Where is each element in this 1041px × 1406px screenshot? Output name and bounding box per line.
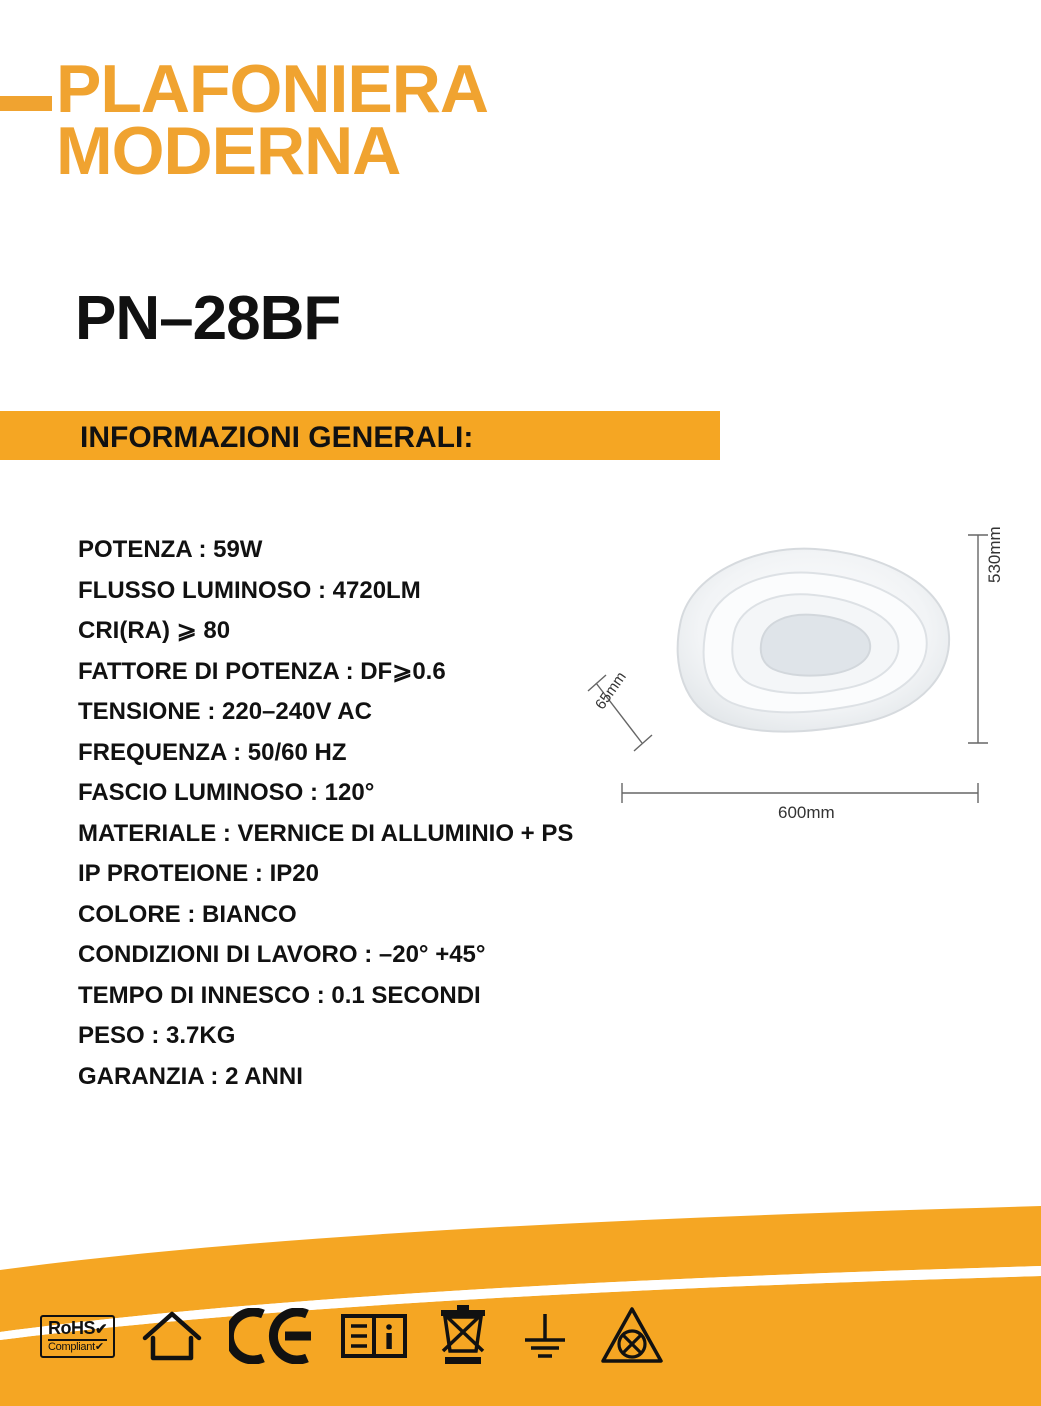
spec-row: FATTORE DI POTENZA : DF⩾0.6 <box>78 657 446 685</box>
spec-row: PESO : 3.7KG <box>78 1022 236 1049</box>
spec-row: COLORE : BIANCO <box>78 900 297 928</box>
spec-row: POTENZA : 59W <box>78 536 263 563</box>
dimension-height-label: 530mm <box>985 526 1004 583</box>
rohs-check-icon-2: ✔ <box>94 1340 104 1353</box>
spec-row: TENSIONE : 220–240V AC <box>78 698 372 725</box>
ce-mark-icon <box>229 1308 313 1364</box>
earth-ground-icon <box>517 1308 573 1364</box>
product-dimension-figure <box>580 505 1010 855</box>
read-instructions-icon <box>339 1308 409 1364</box>
rohs-icon <box>40 1315 115 1358</box>
indoor-use-icon <box>141 1308 203 1364</box>
dimension-width-label: 600mm <box>778 803 835 822</box>
section-title: INFORMAZIONI GENERALI: <box>80 421 474 454</box>
model-code: PN–28BF <box>75 284 341 353</box>
spec-row: FREQUENZA : 50/60 HZ <box>78 738 347 766</box>
rohs-check-icon: ✔ <box>95 1320 108 1338</box>
spec-row: FASCIO LUMINOSO : 120° <box>78 779 375 806</box>
rohs-label-line-1: RoHS <box>48 1317 95 1338</box>
rohs-label-line-2: Compliant <box>48 1340 95 1353</box>
page-title <box>56 51 756 189</box>
product-title-line-1: PLAFONIERA <box>56 51 488 127</box>
spec-row: GARANZIA : 2 ANNI <box>78 1062 303 1090</box>
no-cover-icon <box>599 1305 665 1367</box>
weee-crossed-bin-icon <box>435 1305 491 1367</box>
spec-row: TEMPO DI INNESCO : 0.1 SECONDI <box>78 981 481 1009</box>
dimension-thickness-label: 65mm <box>592 668 630 713</box>
general-information-header <box>0 411 720 460</box>
product-title-line-2: MODERNA <box>56 113 401 189</box>
spec-row: MATERIALE : VERNICE DI ALLUMINIO + PS <box>78 819 574 847</box>
spec-row: IP PROTEIONE : IP20 <box>78 860 319 887</box>
spec-row: CONDIZIONI DI LAVORO : –20° +45° <box>78 941 486 968</box>
spec-row: CRI(RA) ⩾ 80 <box>78 617 231 644</box>
certification-icons <box>40 1304 665 1368</box>
title-dash-accent <box>0 96 52 111</box>
spec-row: FLUSSO LUMINOSO : 4720LM <box>78 576 421 604</box>
